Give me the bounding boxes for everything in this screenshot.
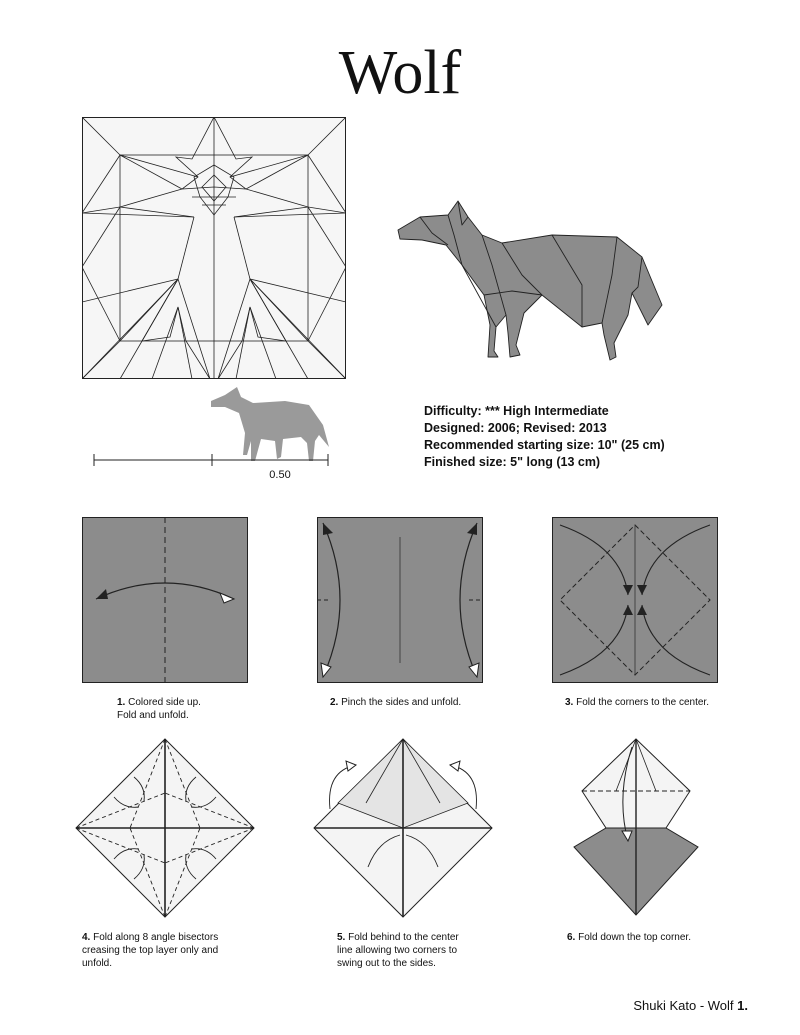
scale-bar bbox=[92, 452, 332, 468]
page-footer bbox=[633, 998, 748, 1013]
step-6-caption: 6. Fold down the top corner. bbox=[567, 932, 691, 943]
model-info bbox=[424, 403, 665, 471]
step-1-caption: 1. Colored side up. Fold and unfold. bbox=[117, 697, 201, 721]
page-number: 1. bbox=[737, 998, 748, 1013]
step-5-caption: 5. Fold behind to the center line allowing two corners to swing out to the sides. bbox=[337, 932, 459, 969]
step-4-caption: 4. Fold along 8 angle bisectors creasing the top layer only and unfold. bbox=[82, 932, 219, 969]
page-title: Wolf bbox=[338, 39, 462, 107]
difficulty-text: Difficulty: *** High Intermediate bbox=[424, 404, 609, 418]
step-3-diagram bbox=[552, 517, 718, 683]
finished-size-text: Finished size: 5" long (13 cm) bbox=[424, 455, 601, 469]
step-4-diagram bbox=[74, 737, 256, 919]
step-1-diagram bbox=[82, 517, 248, 683]
scale-label: 0.50 bbox=[269, 469, 291, 481]
starting-size-text: Recommended starting size: 10" (25 cm) bbox=[424, 438, 665, 452]
step-2-caption: 2. Pinch the sides and unfold. bbox=[330, 697, 462, 708]
step-2-diagram bbox=[317, 517, 483, 683]
step-3-caption: 3. Fold the corners to the center. bbox=[565, 697, 709, 708]
wolf-model-illustration bbox=[392, 195, 672, 370]
crease-pattern bbox=[82, 117, 346, 379]
author-credit: Shuki Kato - Wolf bbox=[633, 998, 738, 1013]
step-5-diagram bbox=[308, 737, 498, 919]
step-6-diagram bbox=[572, 737, 700, 919]
designed-text: Designed: 2006; Revised: 2013 bbox=[424, 421, 607, 435]
